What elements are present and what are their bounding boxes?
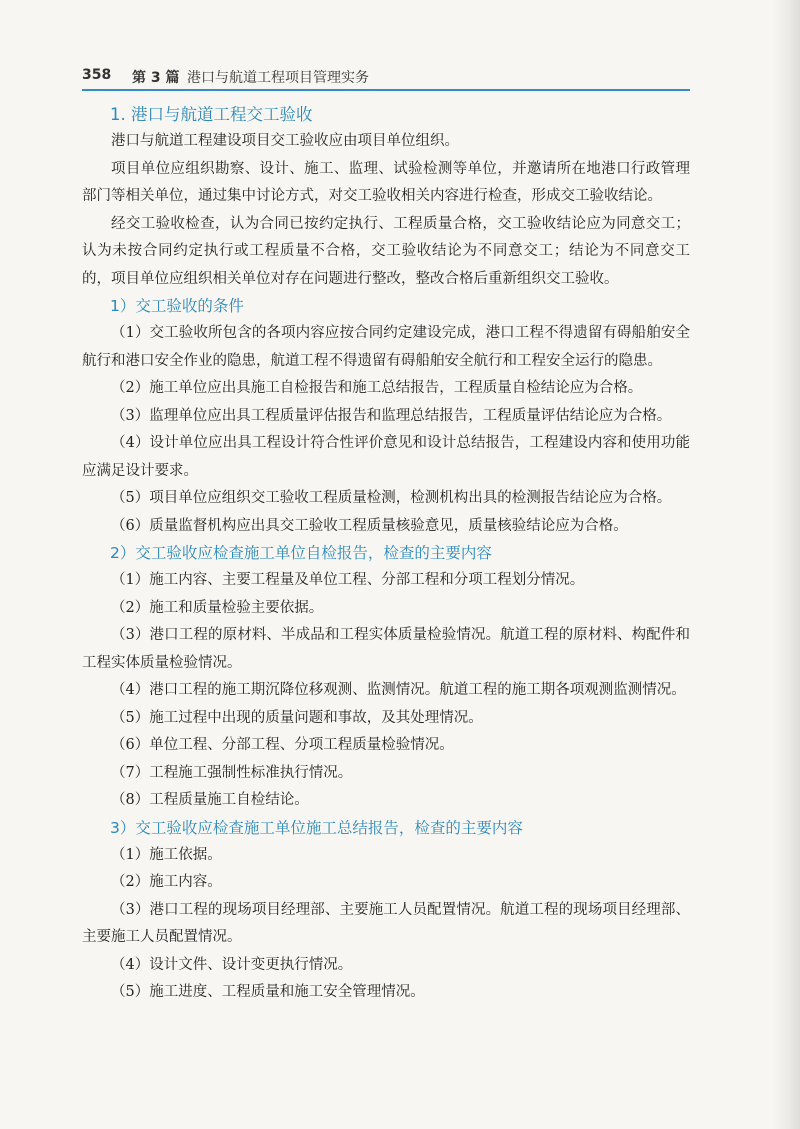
page-edge-shadow xyxy=(772,0,800,1129)
header-title: 港口与航道工程项目管理实务 xyxy=(187,70,369,86)
list-item: （2）施工内容。 xyxy=(111,874,222,890)
list-item: （4）港口工程的施工期沉降位移观测、监测情况。航道工程的施工期各项观测监测情况。 xyxy=(111,682,686,698)
list-item: （1）施工依据。 xyxy=(111,846,222,863)
page-number: 358 xyxy=(82,67,112,83)
list-item: （1）施工内容、主要工程量及单位工程、分部工程和分项工程划分情况。 xyxy=(111,572,585,588)
paragraph: 港口与航道工程建设项目交工验收应由项目单位组织。 xyxy=(111,133,459,149)
part-label: 第 3 篇 xyxy=(132,70,180,86)
subsection-heading: 3）交工验收应检查施工单位施工总结报告，检查的主要内容 xyxy=(110,818,523,837)
paragraph: 经交工验收检查，认为合同已按约定执行、工程质量合格，交工验收结论应为同意交工；认为未按合同约定执行或工程质量不合格，交工验收结论为不同意交工；结论为不同意交工的，项目单位应组织相关单位对存在问题进行整改，整改合格后重新组织交工验收。 xyxy=(82,215,690,287)
list-item: （1）交工验收所包含的各项内容应按合同约定建设完成，港口工程不得遗留有碍船舶安全航行和港口安全作业的隐患，航道工程不得遗留有碍船舶安全航行和工程安全运行的隐患。 xyxy=(82,325,690,369)
list-item: （6）单位工程、分部工程、分项工程质量检验情况。 xyxy=(111,737,454,753)
list-item: （3）港口工程的现场项目经理部、主要施工人员配置情况。航道工程的现场项目经理部、主要施工人员配置情况。 xyxy=(82,901,690,945)
list-item: （5）施工进度、工程质量和施工安全管理情况。 xyxy=(111,984,425,1000)
list-item: （3）港口工程的原材料、半成品和工程实体质量检验情况。航道工程的原材料、构配件和工程实体质量检验情况。 xyxy=(82,627,690,671)
list-item: （4）设计文件、设计变更执行情况。 xyxy=(111,956,353,973)
list-item: （2）施工单位应出具施工自检报告和施工总结报告，工程质量自检结论应为合格。 xyxy=(111,380,643,396)
subsection-heading: 1）交工验收的条件 xyxy=(110,297,244,315)
running-header xyxy=(82,63,690,91)
list-item: （5）施工过程中出现的质量问题和事故，及其处理情况。 xyxy=(111,709,483,726)
page-body xyxy=(82,101,690,1007)
list-item: （8）工程质量施工自检结论。 xyxy=(111,792,309,808)
subsection-heading: 2）交工验收应检查施工单位自检报告，检查的主要内容 xyxy=(110,544,492,562)
list-item: （2）施工和质量检验主要依据。 xyxy=(111,599,324,616)
list-item: （6）质量监督机构应出具交工验收工程质量核验意见，质量核验结论应为合格。 xyxy=(111,517,628,534)
list-item: （5）项目单位应组织交工验收工程质量检测，检测机构出具的检测报告结论应为合格。 xyxy=(111,490,672,506)
list-item: （3）监理单位应出具工程质量评估报告和监理总结报告，工程质量评估结论应为合格。 xyxy=(111,407,672,424)
paragraph: 项目单位应组织勘察、设计、施工、监理、试验检测等单位，并邀请所在地港口行政管理部门等相关单位，通过集中讨论方式，对交工验收相关内容进行检查，形成交工验收结论。 xyxy=(82,160,690,204)
section-heading: 1. 港口与航道工程交工验收 xyxy=(110,105,313,124)
list-item: （4）设计单位应出具工程设计符合性评价意见和设计总结报告，工程建设内容和使用功能应满足设计要求。 xyxy=(82,435,690,479)
list-item: （7）工程施工强制性标准执行情况。 xyxy=(111,764,353,781)
